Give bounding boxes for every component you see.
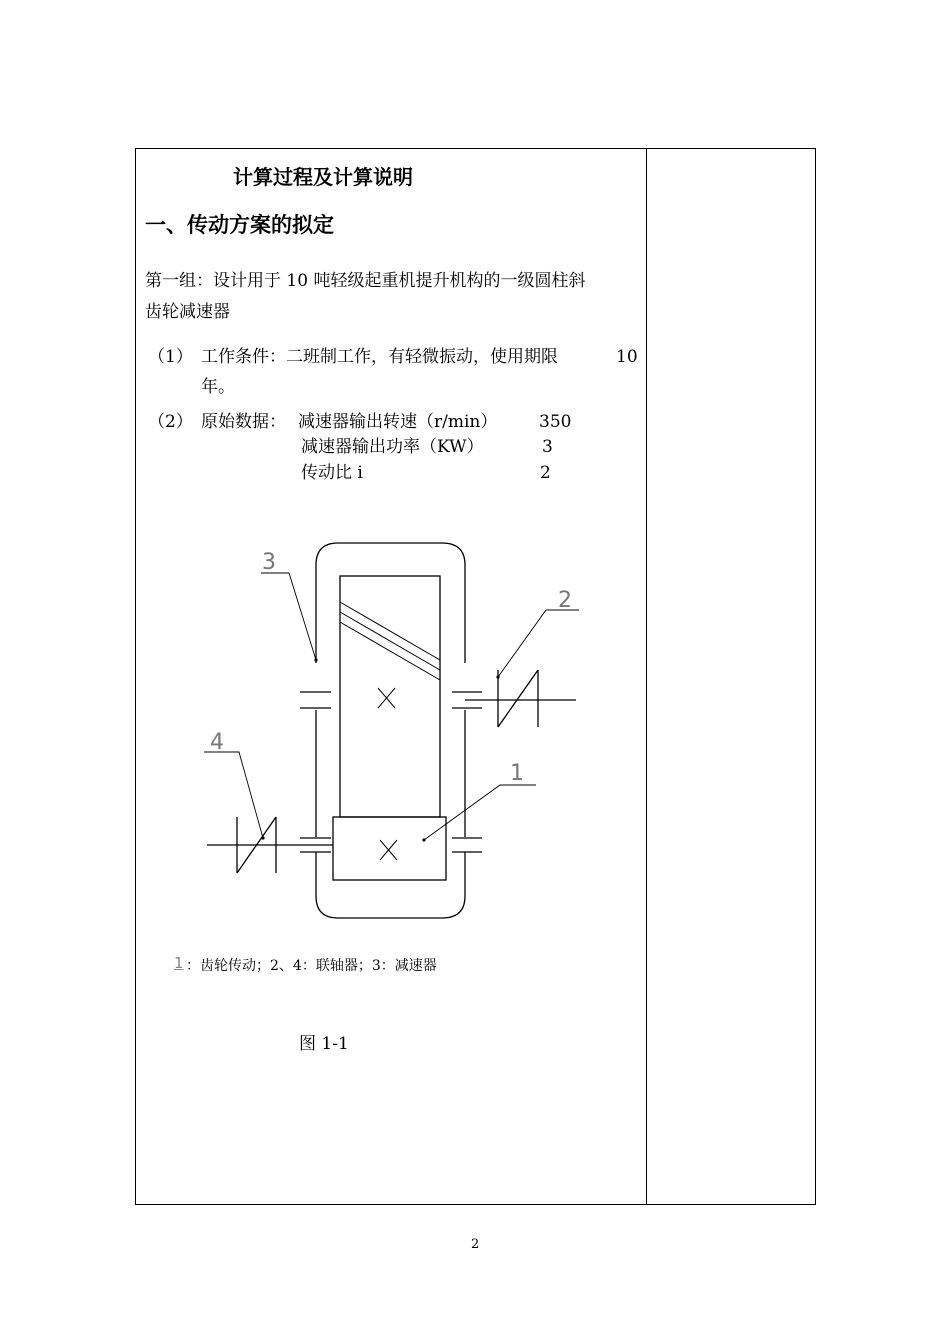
leader-dot [422, 838, 425, 841]
legend-number: 1 [174, 954, 184, 972]
helix-line [340, 612, 440, 670]
legend-text: ：齿轮传动；2、4：联轴器；3：减速器 [186, 958, 437, 974]
section-heading: 一、传动方案的拟定 [145, 212, 334, 237]
item-1-number: （1） [148, 347, 193, 367]
page-number: 2 [471, 1237, 480, 1252]
leader-dot [314, 658, 317, 661]
item-2-label: 原始数据： [201, 412, 286, 432]
data-row-value: 3 [542, 437, 553, 457]
data-row-value: 350 [539, 412, 572, 432]
large-gear [340, 576, 440, 817]
figure-caption: 图 1-1 [299, 1034, 349, 1054]
leader-line-4 [204, 752, 263, 838]
leader-line-3 [261, 573, 316, 660]
coupling-2 [498, 670, 538, 727]
housing-outline [316, 543, 465, 663]
part-label-3: 3 [262, 550, 276, 575]
data-row-name: 减速器输出转速（r/min） [298, 412, 498, 432]
item-2-number: （2） [148, 412, 193, 432]
item-1-text: 工作条件：二班制工作，有轻微振动，使用期限 [201, 347, 558, 367]
data-row-value: 2 [540, 463, 551, 483]
intro-line-1: 第一组：设计用于 10 吨轻级起重机提升机构的一级圆柱斜 [145, 271, 586, 291]
part-label-1: 1 [510, 761, 524, 786]
leader-line-2 [498, 610, 579, 677]
data-row-name: 减速器输出功率（KW） [301, 437, 484, 457]
item-1-text-cont: 年。 [201, 377, 235, 397]
leader-dot [261, 836, 264, 839]
leader-dot [496, 675, 499, 678]
page-title: 计算过程及计算说明 [233, 165, 413, 189]
intro-line-2: 齿轮减速器 [145, 302, 230, 322]
leader-line-1 [424, 785, 536, 840]
item-1-value: 10 [616, 347, 638, 367]
part-label-4: 4 [210, 730, 224, 755]
housing-outline-bottom [316, 852, 465, 918]
part-label-2: 2 [558, 588, 572, 613]
data-row-name: 传动比 i [301, 463, 363, 483]
